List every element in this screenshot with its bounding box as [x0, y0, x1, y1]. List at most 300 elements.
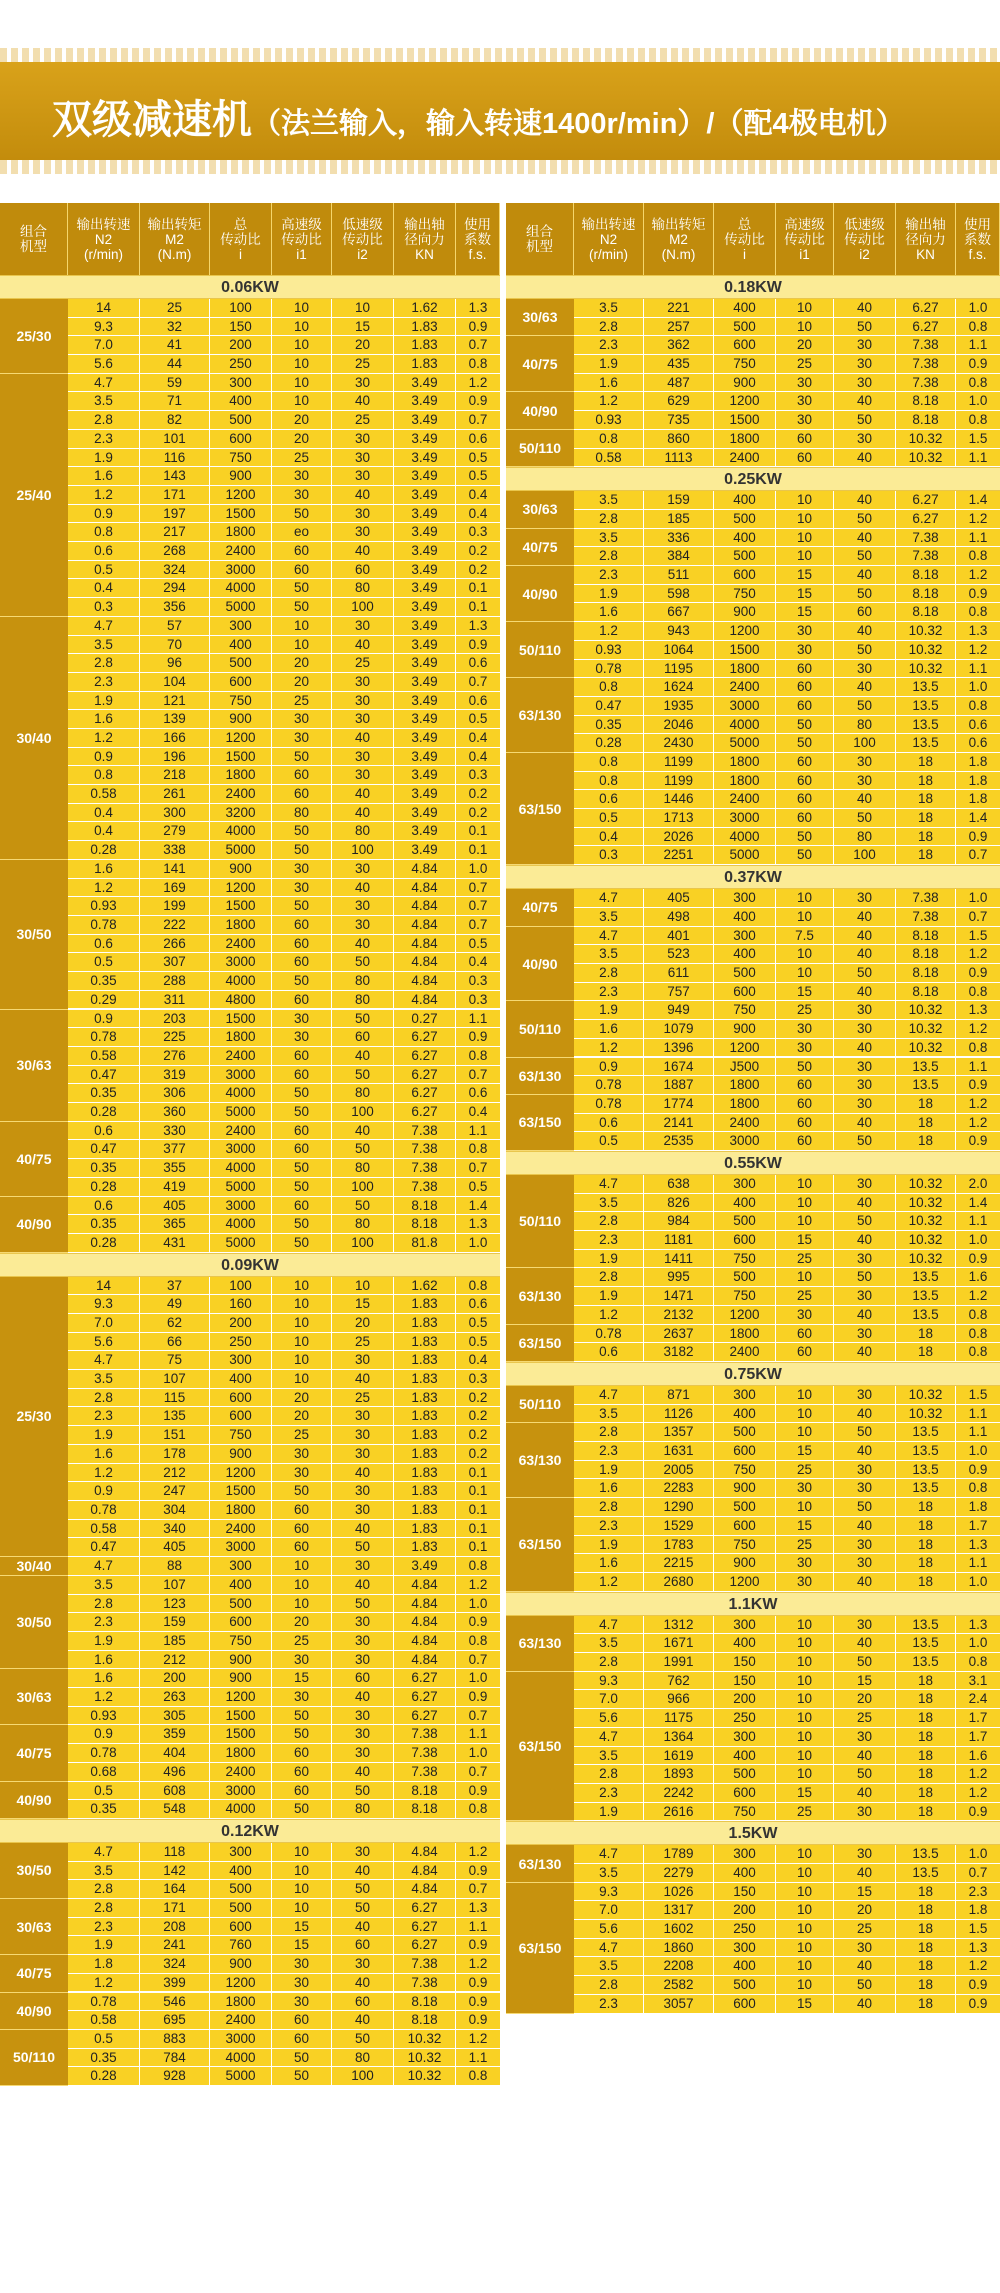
table-cell: 30 — [332, 916, 394, 934]
table-cell: 300 — [714, 1386, 776, 1404]
table-cell: 1.2 — [968, 1288, 988, 1304]
table-cell: 266 — [140, 935, 210, 953]
model-label: 63/130 — [506, 1058, 574, 1095]
table-cell: 10.32 — [394, 2030, 456, 2048]
table-cell: 30 — [834, 1939, 896, 1957]
group-rows — [68, 1955, 500, 1992]
table-row — [574, 603, 1000, 622]
table-cell: 10.32 — [896, 1020, 956, 1038]
table-row — [574, 753, 1000, 772]
table-cell: 1.0 — [468, 1234, 488, 1250]
table-cell: 1.6 — [574, 1479, 644, 1497]
table-cell: 18 — [896, 772, 956, 790]
table-row — [574, 734, 1000, 753]
table-cell: 96 — [140, 654, 210, 672]
table-cell: 0.5 — [68, 1782, 140, 1800]
table-cell: 40 — [834, 927, 896, 945]
group-rows — [574, 1058, 1000, 1095]
table-cell: 30 — [834, 336, 896, 354]
table-cell: 2.8 — [574, 1976, 644, 1994]
table-row — [68, 1215, 500, 1234]
table-cell: 1.2 — [68, 486, 140, 504]
table-cell: 50 — [834, 1498, 896, 1516]
table-row — [68, 1464, 500, 1483]
table-cell: 13.5 — [896, 697, 956, 715]
table-cell: 500 — [210, 1595, 272, 1613]
table-cell: 359 — [140, 1725, 210, 1743]
table-cell: 247 — [140, 1482, 210, 1500]
table-cell: 10.32 — [896, 1175, 956, 1193]
table-cell: 60 — [776, 1076, 834, 1094]
table-row — [68, 991, 500, 1010]
table-cell: 50 — [272, 841, 332, 859]
table-cell: 50 — [272, 1482, 332, 1500]
table-cell: 15 — [776, 983, 834, 1001]
table-row — [574, 1976, 1000, 1995]
table-cell: 10 — [776, 1616, 834, 1634]
table-cell: 400 — [714, 491, 776, 509]
table-cell: 50 — [834, 510, 896, 528]
table-cell: 0.58 — [68, 1047, 140, 1065]
table-cell: 0.8 — [574, 430, 644, 448]
table-cell: 3000 — [210, 1538, 272, 1556]
table-cell: 10 — [776, 1498, 834, 1516]
group-rows — [574, 1423, 1000, 1498]
table-row — [574, 1076, 1000, 1095]
table-cell: 1.83 — [394, 1538, 456, 1556]
table-cell: 30 — [834, 1386, 896, 1404]
table-row — [574, 355, 1000, 374]
table-cell: 25 — [272, 1426, 332, 1444]
table-row — [574, 1498, 1000, 1517]
table-cell: 2.8 — [574, 510, 644, 528]
table-cell: 15 — [272, 1669, 332, 1687]
table-cell: 3.49 — [394, 542, 456, 560]
table-row — [68, 1782, 500, 1801]
table-cell: 30 — [332, 1744, 394, 1762]
table-cell: 14 — [68, 1277, 140, 1295]
table-cell: 10 — [776, 1653, 834, 1671]
table-cell: 20 — [332, 1314, 394, 1332]
table-cell: 10 — [776, 1747, 834, 1765]
table-cell: 10 — [776, 1212, 834, 1230]
model-group — [506, 1095, 1000, 1151]
table-cell: 5.6 — [68, 355, 140, 373]
group-rows — [574, 678, 1000, 753]
table-cell: 1.0 — [968, 1443, 988, 1459]
table-cell: 30 — [834, 753, 896, 771]
table-cell: 13.5 — [896, 1287, 956, 1305]
table-cell: 10 — [272, 1880, 332, 1898]
table-cell: 598 — [644, 585, 714, 603]
group-rows — [574, 1001, 1000, 1057]
table-cell: 4.84 — [394, 991, 456, 1009]
table-cell: 311 — [140, 991, 210, 1009]
table-cell: 1.2 — [468, 2030, 488, 2046]
table-cell: 0.1 — [468, 1539, 488, 1555]
table-cell: 1.83 — [394, 318, 456, 336]
table-row — [574, 547, 1000, 566]
table-cell: 10 — [776, 1883, 834, 1901]
table-cell: 15 — [272, 1918, 332, 1936]
table-cell: 0.7 — [968, 908, 988, 924]
table-cell: 50 — [332, 953, 394, 971]
table-cell: 900 — [714, 374, 776, 392]
table-cell: 50 — [332, 1066, 394, 1084]
table-row — [574, 1268, 1000, 1287]
group-rows — [574, 299, 1000, 336]
table-cell: 2400 — [210, 935, 272, 953]
table-row — [68, 692, 500, 711]
table-cell: 40 — [332, 542, 394, 560]
table-cell: 14 — [68, 299, 140, 317]
table-cell: 750 — [714, 1001, 776, 1019]
table-cell: 330 — [140, 1122, 210, 1140]
model-label: 40/75 — [0, 1122, 68, 1197]
table-cell: 319 — [140, 1066, 210, 1084]
table-cell: 25 — [272, 1632, 332, 1650]
table-cell: 7.38 — [896, 355, 956, 373]
table-cell: 10 — [776, 964, 834, 982]
table-cell: 30 — [272, 1955, 332, 1973]
table-cell: 50 — [272, 972, 332, 990]
table-row — [68, 1389, 500, 1408]
table-cell: 0.5 — [68, 561, 140, 579]
table-cell: 511 — [644, 566, 714, 584]
table-cell: 7.38 — [896, 547, 956, 565]
table-row — [68, 654, 500, 673]
table-cell: 500 — [714, 964, 776, 982]
table-cell: 3.49 — [394, 467, 456, 485]
table-cell: 30 — [332, 1445, 394, 1463]
table-cell: 7.38 — [394, 1122, 456, 1140]
table-cell: 500 — [210, 654, 272, 672]
table-cell: 750 — [714, 1461, 776, 1479]
table-cell: 1.6 — [68, 1651, 140, 1669]
table-cell: 60 — [776, 790, 834, 808]
table-cell: 324 — [140, 1955, 210, 1973]
table-cell: 25 — [140, 299, 210, 317]
table-row — [574, 1095, 1000, 1114]
table-row — [574, 510, 1000, 529]
model-group — [506, 1386, 1000, 1423]
table-cell: 1312 — [644, 1616, 714, 1634]
model-group — [506, 1268, 1000, 1324]
model-label: 40/90 — [506, 392, 574, 429]
table-cell: 30 — [332, 692, 394, 710]
table-cell: 50 — [834, 964, 896, 982]
model-label: 50/110 — [506, 1175, 574, 1269]
table-cell: 871 — [644, 1386, 714, 1404]
table-cell: 13.5 — [896, 1653, 956, 1671]
table-cell: 2.3 — [574, 983, 644, 1001]
table-cell: 3000 — [210, 953, 272, 971]
table-cell: 60 — [776, 449, 834, 467]
table-cell: 900 — [210, 1651, 272, 1669]
table-cell: 40 — [834, 529, 896, 547]
table-cell: 500 — [714, 1212, 776, 1230]
table-cell: 30 — [332, 1407, 394, 1425]
table-cell: 30 — [776, 1020, 834, 1038]
table-cell: 6.27 — [394, 1047, 456, 1065]
table-cell: 30 — [332, 1351, 394, 1369]
table-cell: 500 — [714, 1498, 776, 1516]
model-group — [506, 529, 1000, 566]
table-cell: 400 — [210, 1862, 272, 1880]
table-cell: 750 — [210, 449, 272, 467]
table-cell: 60 — [272, 1744, 332, 1762]
table-cell: 40 — [834, 566, 896, 584]
table-cell: 82 — [140, 411, 210, 429]
table-cell: 25 — [776, 1461, 834, 1479]
table-cell: 400 — [210, 636, 272, 654]
table-cell: 500 — [714, 318, 776, 336]
table-row — [68, 1843, 500, 1862]
table-cell: 80 — [332, 2049, 394, 2067]
table-cell: 1860 — [644, 1939, 714, 1957]
table-cell: 2400 — [714, 678, 776, 696]
group-rows — [68, 1843, 500, 1899]
table-cell: 30 — [776, 641, 834, 659]
table-cell: 4000 — [714, 828, 776, 846]
table-cell: 2400 — [210, 1520, 272, 1538]
table-cell: 60 — [272, 1501, 332, 1519]
table-cell: 1199 — [644, 772, 714, 790]
table-cell: 15 — [834, 1672, 896, 1690]
table-cell: 30 — [776, 1306, 834, 1324]
table-cell: 0.6 — [468, 1296, 488, 1312]
table-cell: 50 — [332, 1899, 394, 1917]
table-cell: 305 — [140, 1707, 210, 1725]
spec-table-left — [0, 203, 501, 2086]
table-cell: 0.93 — [574, 641, 644, 659]
table-cell: 3.5 — [68, 636, 140, 654]
table-cell: 200 — [140, 1669, 210, 1687]
table-cell: 60 — [776, 809, 834, 827]
model-group — [0, 1010, 500, 1122]
model-group — [506, 299, 1000, 336]
table-row — [68, 1800, 500, 1819]
spec-table-right — [506, 203, 1000, 2014]
table-cell: 60 — [834, 603, 896, 621]
model-group — [0, 1993, 500, 2030]
table-cell: 9.3 — [68, 1295, 140, 1313]
table-cell: 25 — [776, 1536, 834, 1554]
table-cell: 1.83 — [394, 1351, 456, 1369]
table-row — [574, 1423, 1000, 1442]
table-cell: 10 — [332, 299, 394, 317]
table-cell: 3000 — [714, 697, 776, 715]
table-cell: 10 — [272, 1351, 332, 1369]
table-cell: 1.2 — [468, 1843, 488, 1859]
table-cell: 185 — [644, 510, 714, 528]
table-cell: 4000 — [210, 1084, 272, 1102]
table-cell: 20 — [332, 336, 394, 354]
model-group — [0, 1576, 500, 1670]
table-cell: 2.8 — [68, 654, 140, 672]
table-row — [574, 1039, 1000, 1058]
table-cell: 1800 — [714, 660, 776, 678]
table-cell: 1991 — [644, 1653, 714, 1671]
table-cell: 40 — [332, 1576, 394, 1594]
table-cell: 10 — [776, 1175, 834, 1193]
table-row — [574, 1536, 1000, 1555]
table-cell: 0.35 — [68, 972, 140, 990]
table-cell: 0.6 — [68, 1122, 140, 1140]
table-cell: 8.18 — [394, 1800, 456, 1818]
table-cell: 50 — [834, 641, 896, 659]
table-cell: 4.84 — [394, 1632, 456, 1650]
table-row — [68, 1520, 500, 1539]
model-group — [506, 1001, 1000, 1057]
table-cell: 1.83 — [394, 1314, 456, 1332]
table-cell: 860 — [644, 430, 714, 448]
table-cell: 40 — [834, 299, 896, 317]
table-cell: 2400 — [714, 1343, 776, 1361]
table-cell: 1800 — [714, 430, 776, 448]
table-cell: 10 — [272, 1899, 332, 1917]
table-cell: 276 — [140, 1047, 210, 1065]
table-cell: 10 — [776, 889, 834, 907]
table-cell: 60 — [332, 1936, 394, 1954]
power-section-header: 0.12KW — [0, 1819, 500, 1843]
table-cell: 1.3 — [968, 623, 988, 639]
table-row — [574, 1803, 1000, 1822]
table-header — [506, 203, 1000, 275]
table-cell: 60 — [272, 1538, 332, 1556]
table-cell: 0.28 — [68, 841, 140, 859]
table-cell: 0.8 — [574, 678, 644, 696]
table-cell: 1.2 — [968, 1095, 988, 1111]
table-row — [68, 935, 500, 954]
table-cell: 1200 — [714, 1306, 776, 1324]
model-label: 30/40 — [0, 617, 68, 860]
model-group — [0, 1782, 500, 1819]
table-cell: 2005 — [644, 1461, 714, 1479]
table-cell: 500 — [714, 510, 776, 528]
table-cell: 1.0 — [468, 1670, 488, 1686]
table-cell: 1.2 — [968, 641, 988, 657]
table-cell: 261 — [140, 785, 210, 803]
table-cell: 600 — [210, 1918, 272, 1936]
table-cell: 107 — [140, 1370, 210, 1388]
table-cell: 1.7 — [968, 1517, 988, 1533]
table-cell: 2132 — [644, 1306, 714, 1324]
table-cell: 25 — [776, 1250, 834, 1268]
table-cell: 4.7 — [574, 1386, 644, 1404]
table-cell: 20 — [834, 1901, 896, 1919]
model-group — [506, 336, 1000, 392]
table-cell: 10.32 — [896, 1231, 956, 1249]
table-cell: 4.7 — [68, 617, 140, 635]
table-cell: 0.9 — [468, 393, 488, 409]
table-row — [574, 1058, 1000, 1077]
table-cell: 1.0 — [468, 1745, 488, 1761]
table-cell: 4.7 — [574, 1728, 644, 1746]
table-cell: 0.35 — [68, 1084, 140, 1102]
model-group — [0, 1122, 500, 1197]
table-row — [68, 1632, 500, 1651]
table-cell: 10.32 — [896, 1212, 956, 1230]
table-cell: 500 — [714, 1765, 776, 1783]
table-cell: 0.93 — [68, 1707, 140, 1725]
table-cell: 523 — [644, 945, 714, 963]
table-cell: 2400 — [210, 2011, 272, 2029]
table-row — [574, 336, 1000, 355]
table-cell: 1.5 — [968, 430, 988, 446]
table-cell: 1.3 — [968, 1616, 988, 1632]
table-cell: 30 — [332, 1707, 394, 1725]
table-cell: 1.9 — [574, 1001, 644, 1019]
table-cell: 10 — [776, 1690, 834, 1708]
title-sub: （法兰输入，输入转速1400r/min）/（配4极电机） — [252, 108, 905, 140]
group-rows — [68, 1122, 500, 1197]
table-cell: 0.28 — [68, 1234, 140, 1252]
table-cell: 0.4 — [68, 804, 140, 822]
model-group — [506, 1616, 1000, 1672]
table-cell: 0.35 — [574, 716, 644, 734]
model-group — [506, 1498, 1000, 1592]
table-cell: 883 — [140, 2030, 210, 2048]
table-cell: 2400 — [210, 1047, 272, 1065]
table-cell: 6.27 — [394, 1103, 456, 1121]
table-cell: 60 — [272, 991, 332, 1009]
table-cell: 1.8 — [968, 754, 988, 770]
table-row — [574, 374, 1000, 393]
table-row — [574, 1231, 1000, 1250]
model-label: 30/63 — [0, 1010, 68, 1122]
table-cell: 0.28 — [574, 734, 644, 752]
table-cell: 1.0 — [968, 1232, 988, 1248]
table-cell: 171 — [140, 1899, 210, 1917]
table-cell: 30 — [332, 1501, 394, 1519]
table-cell: 0.9 — [468, 1614, 488, 1630]
table-cell: 2279 — [644, 1864, 714, 1882]
table-cell: 4.84 — [394, 1651, 456, 1669]
table-row — [68, 766, 500, 785]
table-cell: 1.1 — [968, 1424, 988, 1440]
table-cell: 40 — [834, 392, 896, 410]
table-cell: 1200 — [714, 622, 776, 640]
table-row — [574, 1672, 1000, 1691]
table-cell: 1.6 — [968, 1269, 988, 1285]
table-cell: 0.27 — [394, 1010, 456, 1028]
table-cell: 15 — [776, 1442, 834, 1460]
table-cell: 1674 — [644, 1058, 714, 1076]
table-cell: 200 — [714, 1690, 776, 1708]
table-cell: 1200 — [210, 1464, 272, 1482]
table-cell: 0.8 — [968, 1654, 988, 1670]
table-row — [68, 1936, 500, 1955]
table-cell: 1.2 — [574, 1306, 644, 1324]
header-cell: 低速级 传动比 i2 — [332, 203, 394, 275]
table-cell: 900 — [210, 1955, 272, 1973]
table-cell: 208 — [140, 1918, 210, 1936]
header-cell: 高速级 传动比 i1 — [272, 203, 332, 275]
table-cell: 0.8 — [968, 374, 988, 390]
table-row — [68, 1122, 500, 1141]
table-row — [68, 1955, 500, 1974]
table-cell: 18 — [896, 809, 956, 827]
table-cell: 4.84 — [394, 1576, 456, 1594]
table-cell: 750 — [210, 692, 272, 710]
table-cell: 0.47 — [68, 1140, 140, 1158]
table-cell: 548 — [140, 1800, 210, 1818]
table-cell: 30 — [776, 1039, 834, 1057]
table-cell: 50 — [332, 1010, 394, 1028]
group-rows — [574, 1325, 1000, 1362]
table-row — [574, 1634, 1000, 1653]
